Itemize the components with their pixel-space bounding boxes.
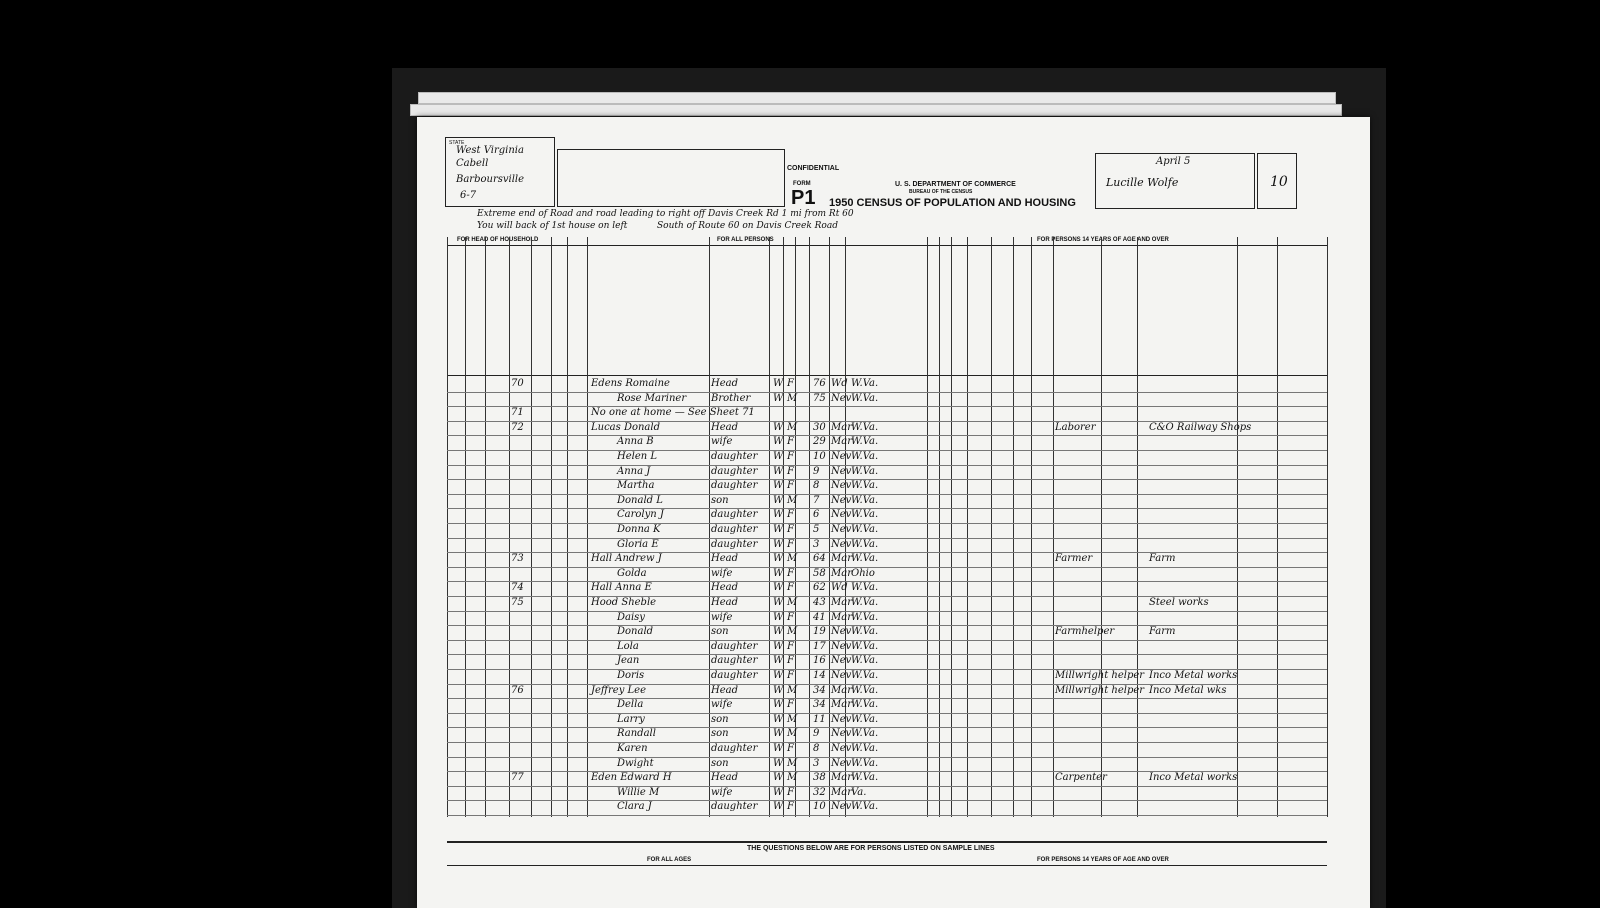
cell-ind: C&O Railway Shops [1149, 421, 1252, 433]
cell-sex: F [787, 743, 794, 754]
cell-race: W [773, 743, 784, 754]
cell-rel: Head [711, 421, 739, 433]
cell-sex: F [787, 611, 794, 623]
cell-age: 64 [813, 553, 826, 565]
cell-mar: Nev [831, 509, 852, 521]
cell-race: W [773, 524, 784, 535]
cell-birth: W.Va. [851, 699, 879, 711]
cell-race: W [773, 378, 784, 389]
column-rule [1327, 237, 1328, 817]
cell-name: Lola [617, 640, 639, 652]
cell-mar: Nev [831, 728, 852, 740]
cell-race: W [773, 786, 784, 798]
table-row [447, 786, 1327, 801]
county-value: Cabell [456, 158, 489, 169]
cell-race: W [773, 480, 784, 492]
cell-occ: Farmhelper [1055, 626, 1115, 638]
cell-sex: M [787, 494, 798, 506]
table-row [447, 581, 1327, 596]
table-row [447, 654, 1327, 669]
cell-sex: F [787, 801, 794, 813]
cell-race: W [773, 728, 784, 740]
table-row [447, 742, 1327, 757]
cell-dwelling: 77 [511, 772, 524, 784]
cell-birth: W.Va. [851, 670, 879, 681]
cell-name: Donald L [617, 494, 663, 506]
cell-birth: W.Va. [851, 494, 879, 506]
cell-name: Jeffrey Lee [591, 684, 647, 696]
table-row [447, 377, 1327, 392]
cell-name: Larry [617, 713, 645, 725]
cell-age: 29 [813, 436, 826, 448]
cell-birth: W.Va. [851, 626, 879, 638]
cell-race: W [773, 436, 784, 448]
cell-dwelling: 75 [511, 597, 524, 608]
cell-name: Willie M [617, 786, 660, 798]
cell-sex: F [787, 538, 794, 550]
cell-race: W [773, 553, 784, 565]
cell-birth: W.Va. [851, 524, 879, 535]
bureau-label: BUREAU OF THE CENSUS [909, 189, 973, 195]
cell-age: 30 [813, 421, 826, 433]
cell-birth: W.Va. [851, 772, 879, 784]
form-label: FORM [793, 181, 811, 187]
cell-birth: W.Va. [851, 421, 879, 433]
cell-dwelling: 70 [511, 378, 524, 389]
cell-rel: daughter [711, 655, 758, 667]
cell-name: Jean [617, 655, 640, 667]
cell-birth: W.Va. [851, 713, 879, 725]
cell-mar: Nev [831, 640, 852, 652]
cell-race: W [773, 670, 784, 681]
sample-lines-heading: THE QUESTIONS BELOW ARE FOR PERSONS LISTED ON SAMPLE LINES [747, 845, 995, 852]
cell-occ: Millwright helper [1055, 670, 1145, 681]
cell-sex: M [787, 757, 798, 769]
form-code: P1 [791, 187, 816, 209]
cell-dwelling: 72 [511, 421, 524, 433]
cell-mar: Mar [831, 611, 852, 623]
census-table [447, 237, 1327, 817]
cell-rel: wife [711, 699, 733, 711]
cell-rel: Head [711, 378, 739, 389]
cell-rel: wife [711, 611, 733, 623]
table-row [447, 771, 1327, 786]
cell-age: 38 [813, 772, 826, 784]
row-rule [447, 815, 1327, 816]
cell-mar: Nev [831, 655, 852, 667]
cell-birth: W.Va. [851, 465, 879, 477]
table-row [447, 552, 1327, 567]
cell-mar: Mar [831, 436, 852, 448]
cell-mar: Nev [831, 670, 852, 681]
cell-rel: daughter [711, 480, 758, 492]
cell-mar: Nev [831, 465, 852, 477]
cell-sex: F [787, 670, 794, 681]
cell-mar: Nev [831, 801, 852, 813]
cell-race: W [773, 640, 784, 652]
table-row [447, 640, 1327, 655]
cell-dwelling: 73 [511, 553, 524, 565]
cell-age: 34 [813, 684, 826, 696]
cell-sex: F [787, 378, 794, 389]
cell-mar: Mar [831, 421, 852, 433]
cell-birth: W.Va. [851, 509, 879, 521]
cell-birth: W.Va. [851, 743, 879, 754]
table-row [447, 757, 1327, 772]
cell-sex: F [787, 509, 794, 521]
institution-box [557, 149, 785, 207]
cell-sex: F [787, 567, 794, 579]
paper-stack-edge [418, 92, 1336, 104]
cell-race: W [773, 451, 784, 462]
cell-age: 8 [813, 480, 820, 492]
cell-name: No one at home — See Sheet 71 [591, 407, 755, 419]
cell-race: W [773, 655, 784, 667]
cell-mar: Wd [831, 378, 848, 389]
state-value: West Virginia [456, 145, 524, 156]
cell-age: 34 [813, 699, 826, 711]
cell-name: Anna J [617, 465, 651, 477]
cell-rel: son [711, 757, 729, 769]
cell-sex: F [787, 655, 794, 667]
cell-birth: W.Va. [851, 451, 879, 462]
cell-race: W [773, 772, 784, 784]
cell-rel: daughter [711, 451, 758, 462]
footer-divider [447, 865, 1327, 866]
cell-mar: Mar [831, 567, 852, 579]
cell-mar: Nev [831, 713, 852, 725]
household-section-label: FOR HEAD OF HOUSEHOLD [457, 237, 539, 243]
table-row [447, 727, 1327, 742]
table-row [447, 611, 1327, 626]
cell-occ: Farmer [1055, 553, 1093, 565]
cell-sex: M [787, 713, 798, 725]
cell-mar: Nev [831, 451, 852, 462]
sheet-number: 10 [1270, 174, 1288, 190]
cell-birth: Ohio [851, 567, 875, 579]
cell-birth: W.Va. [851, 392, 879, 404]
cell-rel: daughter [711, 538, 758, 550]
cell-occ: Millwright helper [1055, 684, 1145, 696]
cell-name: Karen [617, 743, 648, 754]
cell-race: W [773, 392, 784, 404]
census-title: 1950 CENSUS OF POPULATION AND HOUSING [829, 197, 1076, 209]
cell-name: Donald [617, 626, 654, 638]
table-row [447, 684, 1327, 699]
cell-birth: W.Va. [851, 640, 879, 652]
for-persons-14-label: FOR PERSONS 14 YEARS OF AGE AND OVER [1037, 857, 1169, 863]
cell-name: Della [617, 699, 644, 711]
cell-name: Eden Edward H [591, 772, 672, 784]
cell-rel: Head [711, 553, 739, 565]
cell-rel: daughter [711, 640, 758, 652]
ed-value: 6-7 [460, 190, 477, 201]
cell-age: 7 [813, 494, 820, 506]
cell-age: 14 [813, 670, 826, 681]
cell-race: W [773, 699, 784, 711]
cell-name: Hood Sheble [591, 597, 657, 608]
cell-birth: W.Va. [851, 538, 879, 550]
cell-race: W [773, 421, 784, 433]
cell-sex: F [787, 480, 794, 492]
cell-age: 6 [813, 509, 820, 521]
cell-birth: W.Va. [851, 378, 879, 389]
cell-name: Golda [617, 567, 647, 579]
cell-sex: M [787, 597, 798, 608]
cell-birth: W.Va. [851, 582, 879, 594]
cell-rel: wife [711, 786, 733, 798]
cell-name: Hall Andrew J [591, 553, 662, 565]
cell-age: 75 [813, 392, 826, 404]
cell-rel: daughter [711, 670, 758, 681]
cell-dwelling: 71 [511, 407, 524, 419]
cell-name: Donna K [617, 524, 661, 535]
cell-rel: daughter [711, 801, 758, 813]
cell-birth: W.Va. [851, 436, 879, 448]
cell-rel: Head [711, 582, 739, 594]
cell-ind: Farm [1149, 553, 1176, 565]
cell-rel: daughter [711, 465, 758, 477]
cell-name: Lucas Donald [591, 421, 660, 433]
cell-ind: Inco Metal wks [1149, 684, 1227, 696]
cell-name: Gloria E [617, 538, 659, 550]
cell-rel: daughter [711, 509, 758, 521]
cell-mar: Nev [831, 626, 852, 638]
table-row [447, 465, 1327, 480]
table-row [447, 567, 1327, 582]
table-row [447, 392, 1327, 407]
table-row [447, 421, 1327, 436]
cell-sex: F [787, 451, 794, 462]
table-row [447, 800, 1327, 815]
cell-sex: F [787, 582, 794, 594]
cell-name: Anna B [617, 436, 654, 448]
census-sheet [417, 117, 1370, 908]
cell-mar: Mar [831, 699, 852, 711]
notes-line-3: South of Route 60 on Davis Creek Road [657, 221, 838, 231]
cell-mar: Nev [831, 392, 852, 404]
cell-birth: W.Va. [851, 480, 879, 492]
cell-sex: M [787, 772, 798, 784]
cell-age: 9 [813, 465, 820, 477]
age14-section-label: FOR PERSONS 14 YEARS OF AGE AND OVER [1037, 237, 1169, 243]
cell-race: W [773, 465, 784, 477]
cell-sex: F [787, 640, 794, 652]
table-row [447, 435, 1327, 450]
cell-sex: F [787, 699, 794, 711]
cell-age: 62 [813, 582, 826, 594]
header-divider [447, 375, 1327, 376]
cell-race: W [773, 494, 784, 506]
cell-age: 11 [813, 713, 826, 725]
cell-sex: M [787, 728, 798, 740]
cell-birth: W.Va. [851, 655, 879, 667]
cell-mar: Mar [831, 597, 852, 608]
cell-rel: Head [711, 772, 739, 784]
cell-rel: son [711, 713, 729, 725]
cell-rel: son [711, 728, 729, 740]
cell-race: W [773, 509, 784, 521]
cell-name: Dwight [617, 757, 654, 769]
cell-birth: W.Va. [851, 684, 879, 696]
cell-rel: son [711, 494, 729, 506]
cell-birth: W.Va. [851, 728, 879, 740]
cell-age: 8 [813, 743, 820, 754]
cell-race: W [773, 713, 784, 725]
cell-occ: Carpenter [1055, 772, 1107, 784]
cell-race: W [773, 538, 784, 550]
cell-age: 76 [813, 378, 826, 389]
cell-name: Doris [617, 670, 645, 681]
cell-mar: Nev [831, 538, 852, 550]
cell-mar: Mar [831, 772, 852, 784]
cell-birth: Va. [851, 786, 867, 798]
cell-name: Clara J [617, 801, 652, 813]
cell-sex: M [787, 392, 798, 404]
sample-lines-section [447, 841, 1327, 908]
table-row [447, 523, 1327, 538]
cell-age: 16 [813, 655, 826, 667]
cell-race: W [773, 582, 784, 594]
date-started: April 5 [1156, 156, 1191, 167]
cell-ind: Steel works [1149, 597, 1209, 608]
cell-name: Hall Anna E [591, 582, 652, 594]
agency-label: U. S. DEPARTMENT OF COMMERCE [895, 181, 1016, 188]
cell-age: 19 [813, 626, 826, 638]
cell-mar: Wd [831, 582, 848, 594]
table-row [447, 713, 1327, 728]
for-all-ages-label: FOR ALL AGES [647, 857, 692, 863]
cell-dwelling: 76 [511, 684, 524, 696]
cell-dwelling: 74 [511, 582, 524, 594]
cell-rel: Head [711, 597, 739, 608]
table-row [447, 538, 1327, 553]
cell-age: 10 [813, 451, 826, 462]
cell-rel: wife [711, 436, 733, 448]
table-row [447, 406, 1327, 421]
cell-age: 43 [813, 597, 826, 608]
cell-birth: W.Va. [851, 611, 879, 623]
cell-name: Helen L [617, 451, 658, 462]
cell-race: W [773, 757, 784, 769]
cell-ind: Farm [1149, 626, 1176, 638]
notes-line-1: Extreme end of Road and road leading to right off Davis Creek Rd 1 mi from Rt 60 [477, 209, 854, 219]
cell-age: 3 [813, 757, 820, 769]
cell-age: 41 [813, 611, 826, 623]
enumerator-box [1095, 153, 1255, 209]
table-row [447, 596, 1327, 611]
cell-race: W [773, 684, 784, 696]
cell-name: Carolyn J [617, 509, 664, 521]
table-row [447, 508, 1327, 523]
cell-age: 5 [813, 524, 820, 535]
cell-name: Daisy [617, 611, 645, 623]
cell-race: W [773, 611, 784, 623]
cell-race: W [773, 597, 784, 608]
table-row [447, 494, 1327, 509]
cell-mar: Mar [831, 786, 852, 798]
cell-race: W [773, 567, 784, 579]
cell-sex: F [787, 524, 794, 535]
cell-age: 32 [813, 786, 826, 798]
cell-name: Martha [617, 480, 655, 492]
cell-ind: Inco Metal works [1149, 670, 1238, 681]
cell-sex: F [787, 786, 794, 798]
table-row [447, 450, 1327, 465]
cell-occ: Laborer [1055, 421, 1096, 433]
cell-age: 9 [813, 728, 820, 740]
section-divider [447, 245, 1327, 246]
cell-mar: Nev [831, 743, 852, 754]
cell-mar: Nev [831, 480, 852, 492]
cell-mar: Nev [831, 757, 852, 769]
enumerator-name: Lucille Wolfe [1106, 176, 1179, 189]
cell-mar: Nev [831, 524, 852, 535]
cell-name: Edens Romaine [591, 378, 670, 389]
cell-age: 58 [813, 567, 826, 579]
cell-age: 3 [813, 538, 820, 550]
sheet-number-box [1257, 153, 1297, 209]
cell-rel: daughter [711, 743, 758, 754]
cell-sex: M [787, 421, 798, 433]
cell-rel: daughter [711, 524, 758, 535]
cell-race: W [773, 626, 784, 638]
state-label: STATE [449, 140, 465, 146]
cell-birth: W.Va. [851, 597, 879, 608]
cell-rel: wife [711, 567, 733, 579]
cell-rel: Head [711, 684, 739, 696]
cell-name: Rose Mariner [617, 392, 687, 404]
cell-birth: W.Va. [851, 801, 879, 813]
cell-sex: F [787, 436, 794, 448]
cell-age: 17 [813, 640, 826, 652]
cell-sex: F [787, 465, 794, 477]
cell-sex: M [787, 626, 798, 638]
cell-age: 10 [813, 801, 826, 813]
location-box [445, 137, 555, 207]
cell-birth: W.Va. [851, 757, 879, 769]
table-row [447, 669, 1327, 684]
cell-mar: Mar [831, 553, 852, 565]
place-value: Barboursville [456, 174, 525, 185]
cell-sex: M [787, 553, 798, 565]
table-row [447, 479, 1327, 494]
confidential-label: CONFIDENTIAL [787, 165, 840, 172]
cell-mar: Nev [831, 494, 852, 506]
cell-sex: M [787, 684, 798, 696]
notes-line-2: You will back of 1st house on left [477, 221, 628, 231]
table-row [447, 625, 1327, 640]
paper-stack-edge [410, 104, 1342, 116]
cell-race: W [773, 801, 784, 813]
cell-rel: son [711, 626, 729, 638]
cell-birth: W.Va. [851, 553, 879, 565]
cell-mar: Mar [831, 684, 852, 696]
cell-rel: Brother [711, 392, 751, 404]
all-persons-section-label: FOR ALL PERSONS [717, 237, 774, 243]
cell-ind: Inco Metal works [1149, 772, 1238, 784]
cell-name: Randall [617, 728, 656, 740]
table-row [447, 698, 1327, 713]
